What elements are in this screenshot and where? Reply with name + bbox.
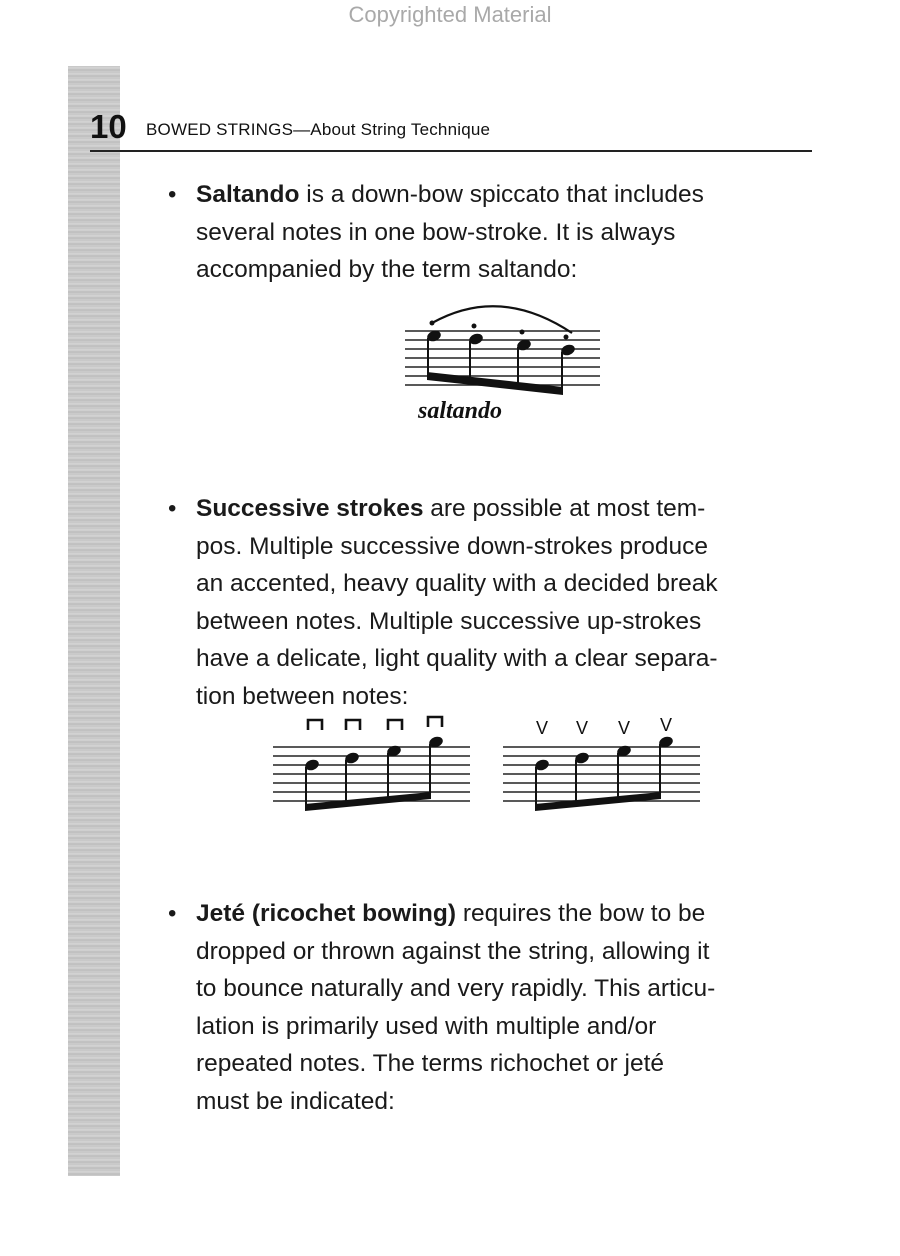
paragraph-line: an accented, heavy quality with a decided break [196, 570, 718, 597]
paragraph-line: lation is primarily used with multiple and/or [196, 1012, 657, 1040]
paragraph-line: dropped or thrown against the string, allowing it [196, 937, 710, 965]
paragraph-line: pos. Multiple successive down-strokes produce [196, 532, 709, 560]
bullet-saltando: • [168, 181, 177, 208]
up-bow-marks [536, 715, 672, 738]
paragraph-line: must be indicated: [196, 1087, 395, 1115]
page-number: 10 [90, 108, 127, 145]
paragraph-line: to bounce naturally and very rapidly. This articu- [196, 975, 716, 1002]
paragraph-line: between notes. Multiple successive up-strokes [196, 607, 702, 635]
slur [432, 306, 572, 333]
paragraph-successive-strokes [196, 490, 816, 715]
down-bow-marks [308, 717, 442, 730]
bullet-successive-strokes: • [168, 495, 177, 522]
saltando-notation [400, 295, 610, 405]
up-bow-notation [500, 710, 705, 815]
paragraph-jete [196, 895, 816, 1120]
paragraph-line: have a delicate, light quality with a clear separa- [196, 645, 718, 672]
staff-lines [503, 747, 700, 801]
up-bow-mark: V [575, 718, 589, 738]
paragraph-line: repeated notes. The terms richochet or jeté [196, 1050, 665, 1077]
running-head: BOWED STRINGS—About String Technique [146, 120, 491, 139]
paragraph-line [196, 895, 816, 933]
paragraph-saltando [196, 176, 816, 289]
paragraph-line: several notes in one bow-stroke. It is always [196, 218, 676, 246]
paragraph-line [196, 490, 816, 528]
paragraph-line: accompanied by the term saltando: [196, 256, 578, 283]
down-bow-notation [270, 710, 475, 815]
copyright-watermark: Copyrighted Material [348, 2, 552, 27]
paragraph-line [196, 176, 816, 214]
paragraph-line: tion between notes: [196, 682, 409, 710]
notes [426, 321, 577, 358]
page-header [90, 108, 820, 148]
term-jete: Jeté (ricochet bowing) [196, 900, 457, 927]
line-text: are possible at most tem- [423, 495, 706, 522]
line-text: is a down-bow spiccato that includes [299, 181, 704, 208]
saltando-label: saltando [418, 398, 503, 424]
up-bow-mark: V [535, 718, 549, 738]
line-text: requires the bow to be [456, 900, 706, 927]
up-bow-mark: V [659, 715, 673, 735]
page-margin-bar [68, 66, 120, 1176]
bullet-jete: • [168, 900, 177, 927]
up-bow-mark: V [617, 718, 631, 738]
notes [304, 735, 445, 772]
staff-lines [273, 747, 470, 801]
term-saltando: Saltando [196, 181, 300, 208]
term-successive-strokes: Successive strokes [196, 495, 424, 522]
notes [534, 735, 675, 772]
header-rule [90, 150, 812, 152]
